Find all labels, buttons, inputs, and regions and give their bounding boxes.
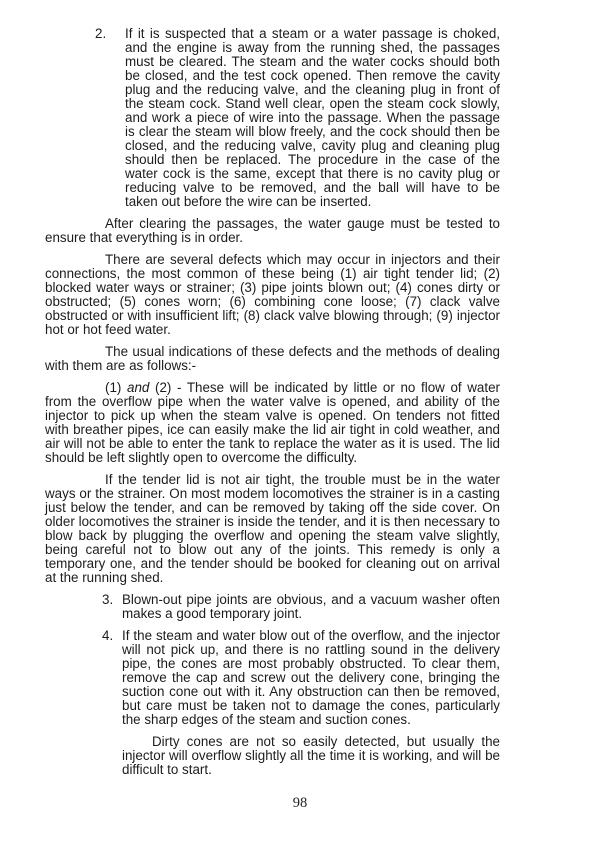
item-3-number: 3.	[102, 592, 114, 607]
text-run-pre: (1)	[105, 380, 128, 395]
paragraph-tender-lid: If the tender lid is not air tight, the trouble must be in the water ways or the strainer. On most modem locomotives the strainer is in a casting just below the tender, and can be removed by taking off the side cover. On older locomotives the strainer is inside the tender, and it is then necessary to blow back by plugging the overflow and opening the steam valve slightly, being careful not to blow out any of the joints. This remedy is only a temporary one, and the tender should be booked for cleaning out on arrival at the running shed.	[45, 472, 500, 585]
item-4-text: If the steam and water blow out of the overflow, and the injector will not pick up, and there is no rattling sound in the delivery pipe, the cones are most probably obstructed. To clear them, remove the cap and screw out the delivery cone, bringing the suction cone out with it. Any obstruction can then be removed, but care must be taken not to damage the cones, particularly the sharp edges of the steam and suction cones.	[122, 628, 500, 727]
item-2-number: 2.	[95, 26, 107, 41]
item-2-text: If it is suspected that a steam or a water passage is choked, and the engine is away from the running shed, the passages must be cleared. The steam and the water cocks should both be closed, and the test cock opened. Then remove the cavity plug and the reducing valve, and the cleaning plug in front of the steam cock. Stand well clear, open the steam cock slowly, and work a piece of wire into the passage. When the passage is clear the steam will blow freely, and the cock should then be closed, and the reducing valve, cavity plug and cleaning plug should then be replaced. The procedure in the case of the water cock is the same, except that there is no cavity plug or reducing valve to be removed, and the ball will have to be taken out before the wire can be inserted.	[125, 26, 500, 209]
paragraph-after-clearing: After clearing the passages, the water gauge must be tested to ensure that everything is in order.	[45, 216, 500, 245]
paragraph-usual-indications: The usual indications of these defects and the methods of dealing with them are as follows:-	[45, 344, 500, 373]
numbered-item-4	[102, 629, 500, 727]
italic-run-and: and	[127, 380, 150, 395]
page-number: 98	[292, 795, 308, 811]
item-3-text: Blown-out pipe joints are obvious, and a vacuum washer often makes a good temporary joint.	[122, 592, 500, 621]
item-4-number: 4.	[102, 628, 114, 643]
paragraph-defects-1-and-2	[45, 381, 500, 465]
numbered-item-2	[95, 27, 500, 209]
text-run-post: (2) - These will be indicated by little or no flow of water from the overflow pipe when the water valve is opened, and ability of the injector to pick up when the steam valve is opened. On tenders not fitted with breather pipes, ice can easily make the lid air tight in cold weather, and air will not be able to enter the tank to replace the water as it is used. The lid should be left slightly open to overcome the difficulty.	[45, 380, 500, 465]
numbered-item-3	[102, 593, 500, 621]
paragraph-dirty-cones: Dirty cones are not so easily detected, but usually the injector will overflow slightly all the time it is working, and will be difficult to start.	[122, 734, 500, 777]
paragraph-defects-list: There are several defects which may occur in injectors and their connections, the most common of these being (1) air tight tender lid; (2) blocked water ways or strainer; (3) pipe joints blown out; (4) cones dirty or obstructed; (5) cones worn; (6) combining cone loose; (7) clack valve obstructed or with insufficient lift; (8) clack valve blowing through; (9) injector hot or hot feed water.	[45, 252, 500, 337]
page-content	[0, 27, 600, 777]
